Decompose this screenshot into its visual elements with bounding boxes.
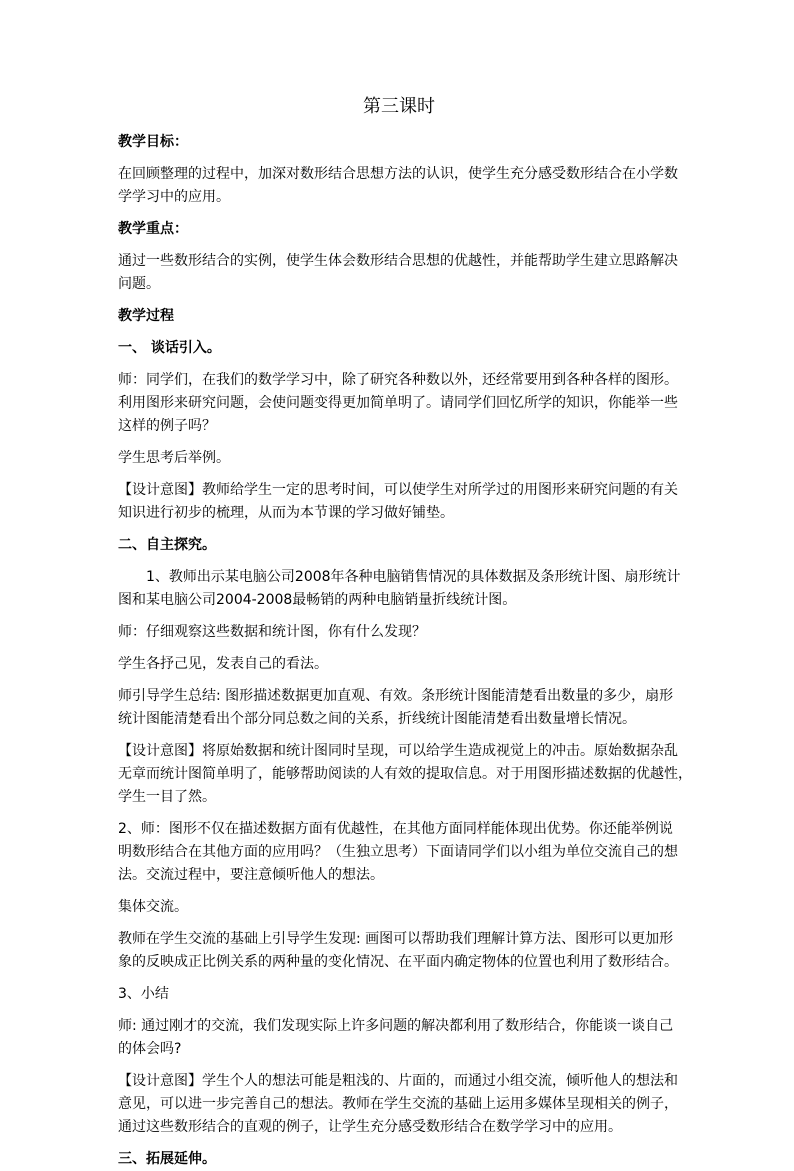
document-body	[118, 131, 692, 1171]
text-line: 问题。	[118, 276, 160, 292]
section-heading: 教学重点：	[118, 221, 188, 237]
section-heading: 教学过程	[118, 308, 174, 324]
page-title: 第三课时	[363, 96, 435, 117]
text-line: 法。交流过程中，要注意倾听他人的想法。	[118, 867, 384, 883]
text-line: 通过这些数形结合的直观的例子，让学生充分感受数形结合在数学学习中的应用。	[118, 1119, 622, 1135]
text-line: 2、师：图形不仅在描述数据方面有优越性，在其他方面同样能体现出优势。你还能举例说	[118, 821, 673, 837]
text-line: 师：同学们，在我们的数学学习中，除了研究各种数以外，还经常要用到各种各样的图形。	[118, 372, 678, 388]
section-heading: 三、拓展延伸。	[118, 1151, 216, 1167]
text-line: 集体交流。	[118, 899, 188, 915]
text-line: 图和某电脑公司2004-2008最畅销的两种电脑销量折线统计图。	[118, 592, 517, 608]
text-line: 通过一些数形结合的实例，使学生体会数形结合思想的优越性，并能帮助学生建立思路解决	[118, 253, 678, 269]
text-line: 学学习中的应用。	[118, 189, 230, 205]
text-line: 这样的例子吗？	[118, 418, 216, 434]
text-line: 意见，可以进一步完善自己的想法。教师在学生交流的基础上运用多媒体呈现相关的例子，	[118, 1096, 678, 1112]
text-line: 学生思考后举例。	[118, 450, 230, 466]
text-line: 统计图能清楚看出个部分同总数之间的关系，折线统计图能清楚看出数量增长情况。	[118, 711, 636, 727]
text-line: 利用图形来研究问题，会使问题变得更加简单明了。请同学们回忆所学的知识，你能举一些	[118, 395, 678, 411]
text-line: 师: 通过刚才的交流，我们发现实际上许多问题的解决都利用了数形结合，你能谈一谈自己	[118, 1018, 674, 1034]
text-line: 【设计意图】学生个人的想法可能是粗浅的、片面的，而通过小组交流，倾听他人的想法和	[118, 1073, 678, 1089]
text-line: 象的反映成正比例关系的两种量的变化情况、在平面内确定物体的位置也利用了数形结合。	[118, 954, 678, 970]
text-line: 明数形结合在其他方面的应用吗？（生独立思考）下面请同学们以小组为单位交流自己的想	[118, 844, 678, 860]
text-line: 学生一目了然。	[118, 789, 216, 805]
text-line: 学生各抒己见，发表自己的看法。	[118, 656, 328, 672]
text-line: 【设计意图】教师给学生一定的思考时间，可以使学生对所学过的用图形来研究问题的有关	[118, 482, 678, 498]
text-line: 师引导学生总结: 图形描述数据更加直观、有效。条形统计图能清楚看出数量的多少，扇形	[118, 688, 674, 704]
text-line: 在回顾整理的过程中，加深对数形结合思想方法的认识，使学生充分感受数形结合在小学数	[118, 166, 678, 182]
section-heading: 一、 谈话引入。	[118, 340, 221, 356]
section-heading: 教学目标：	[118, 134, 188, 150]
section-heading: 二、自主探究。	[118, 537, 216, 553]
text-line: 【设计意图】将原始数据和统计图同时呈现，可以给学生造成视觉上的冲击。原始数据杂乱	[118, 743, 678, 759]
text-line: 教师在学生交流的基础上引导学生发现: 画图可以帮助我们理解计算方法、图形可以更加形	[118, 931, 674, 947]
text-line: 师：仔细观察这些数据和统计图，你有什么发现？	[118, 624, 426, 640]
text-line: 无章而统计图简单明了，能够帮助阅读的人有效的提取信息。对于用图形描述数据的优越性，	[118, 766, 692, 782]
text-line: 的体会吗?	[118, 1041, 182, 1057]
text-line: 3、小结	[118, 986, 169, 1002]
text-line: 知识进行初步的梳理，从而为本节课的学习做好铺垫。	[118, 505, 454, 521]
text-line: 1、教师出示某电脑公司2008年各种电脑销售情况的具体数据及条形统计图、扇形统计	[146, 569, 681, 585]
